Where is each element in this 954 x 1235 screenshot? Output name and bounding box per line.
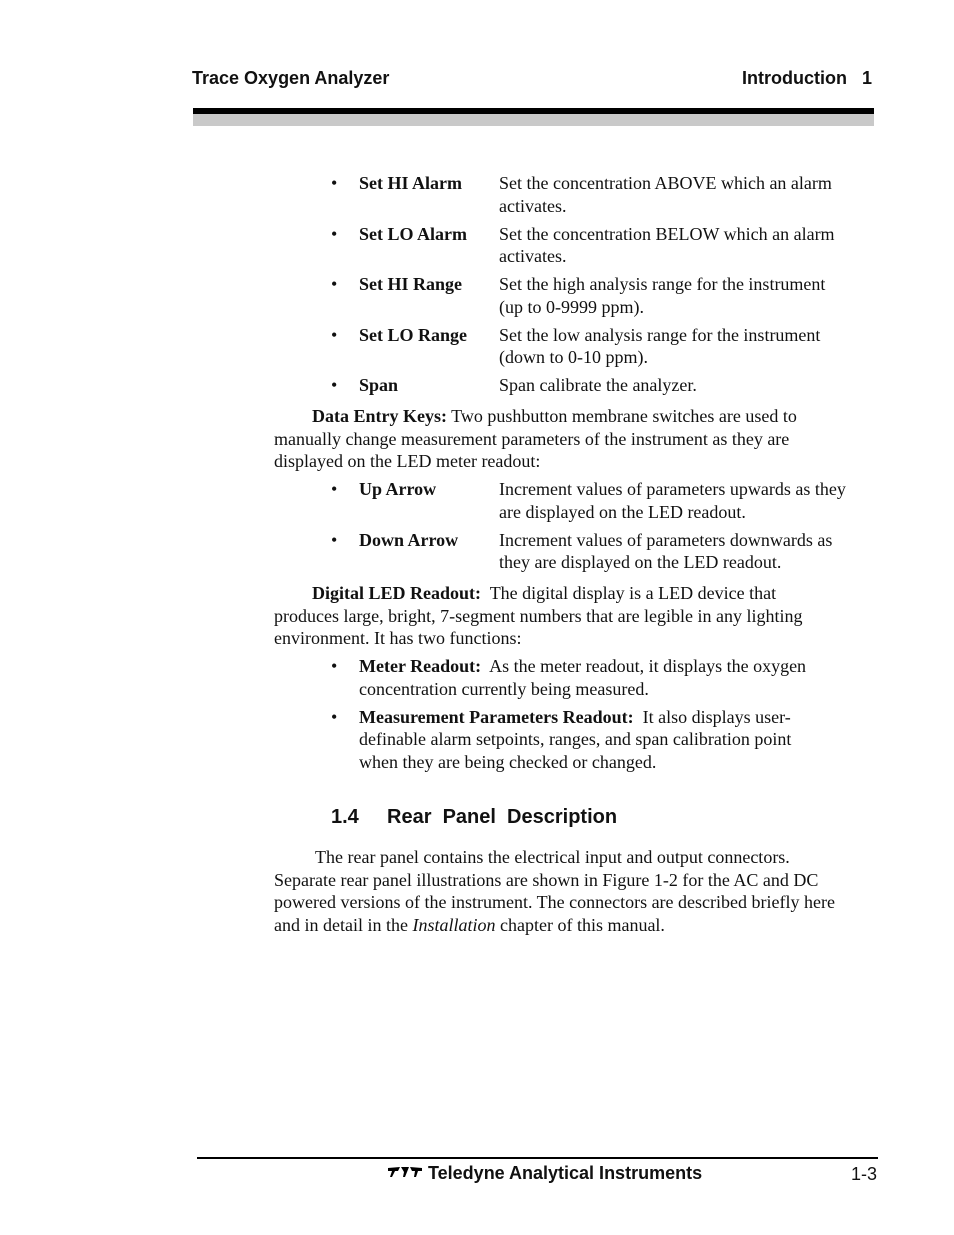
bullet-icon: • [331, 656, 338, 676]
section-title: Rear Panel Description [387, 806, 618, 828]
footer-company-name: Teledyne Analytical Instruments [428, 1163, 703, 1183]
led-readout-paragraph [274, 582, 844, 650]
page-number: 1-3 [850, 1164, 877, 1184]
list-item [331, 273, 851, 318]
key-term: Set LO Range [359, 324, 467, 345]
data-entry-key-list [331, 478, 851, 579]
teledyne-logo-icon [388, 1163, 422, 1184]
key-description: Increment values of parameters downwards as they are displayed on the LED readout. [499, 529, 833, 572]
paragraph-lead: Data Entry Keys: [312, 406, 447, 426]
section-heading [331, 806, 617, 829]
key-term: Set LO Alarm [359, 223, 467, 244]
list-item [331, 529, 851, 574]
key-description: Set the concentration ABOVE which an alarm activates. [499, 173, 832, 216]
bullet-icon: • [331, 173, 338, 193]
paragraph-text: The rear panel contains the electrical input and output connectors. Separate rear panel illustrations are shown in Figure 1-2 for the AC and DC powered versions of the instrument. The connectors are described briefly here and in detail in the [274, 847, 835, 935]
paragraph-text: Two pushbutton membrane switches are used to manually change measurement parameters of the instrument as they are displayed on the LED meter readout: [274, 406, 797, 471]
chapter-reference: Installation [412, 914, 496, 935]
bullet-icon: • [331, 375, 338, 395]
key-description: Span calibrate the analyzer. [499, 375, 697, 395]
key-term: Up Arrow [359, 479, 437, 499]
bullet-icon: • [331, 706, 338, 727]
key-description: Increment values of parameters upwards as they are displayed on the LED readout. [499, 479, 846, 522]
function-term: Meter Readout: [359, 656, 482, 676]
data-entry-paragraph [274, 405, 844, 473]
function-description: As the meter readout, it displays the oxygen concentration currently being measured. [359, 656, 811, 699]
paragraph-text: The digital display is a LED device that produces large, bright, 7-segment numbers that are legible in any lighting environment. It has two functions: [274, 583, 808, 648]
key-description: Set the low analysis range for the instrument (down to 0-10 ppm). [499, 324, 821, 367]
bullet-icon: • [331, 529, 338, 550]
list-item [331, 223, 851, 268]
bullet-icon: • [331, 479, 338, 499]
bullet-icon: • [331, 223, 338, 244]
key-term: Set HI Range [359, 274, 462, 294]
list-item [331, 655, 831, 700]
list-item [331, 374, 851, 397]
header-shade-bar [193, 114, 874, 126]
rear-panel-paragraph [274, 846, 839, 936]
bullet-icon: • [331, 274, 338, 294]
paragraph-lead: Digital LED Readout: [312, 583, 482, 603]
function-key-list [331, 172, 851, 402]
running-header-title: Trace Oxygen Analyzer [192, 68, 390, 88]
list-item [331, 324, 851, 369]
key-description: Set the concentration BELOW which an alarm activates. [499, 223, 835, 266]
paragraph-text: chapter of this manual. [495, 914, 665, 935]
footer-rule [197, 1157, 878, 1159]
key-term: Down Arrow [359, 529, 459, 550]
running-header-chapter: Introduction 1 [742, 68, 872, 88]
key-term: Span [359, 375, 399, 395]
list-item [331, 172, 851, 217]
list-item [331, 478, 851, 523]
led-function-list [331, 655, 831, 779]
function-description: It also displays user-definable alarm setpoints, ranges, and span calibration point when they are being checked or changed. [359, 706, 796, 772]
bullet-icon: • [331, 324, 338, 345]
key-term: Set HI Alarm [359, 173, 462, 193]
function-term: Measurement Parameters Readout: [359, 706, 634, 727]
list-item [331, 706, 831, 774]
key-description: Set the high analysis range for the instrument (up to 0-9999 ppm). [499, 274, 826, 317]
section-number: 1.4 [331, 806, 359, 828]
footer-company [388, 1163, 702, 1184]
